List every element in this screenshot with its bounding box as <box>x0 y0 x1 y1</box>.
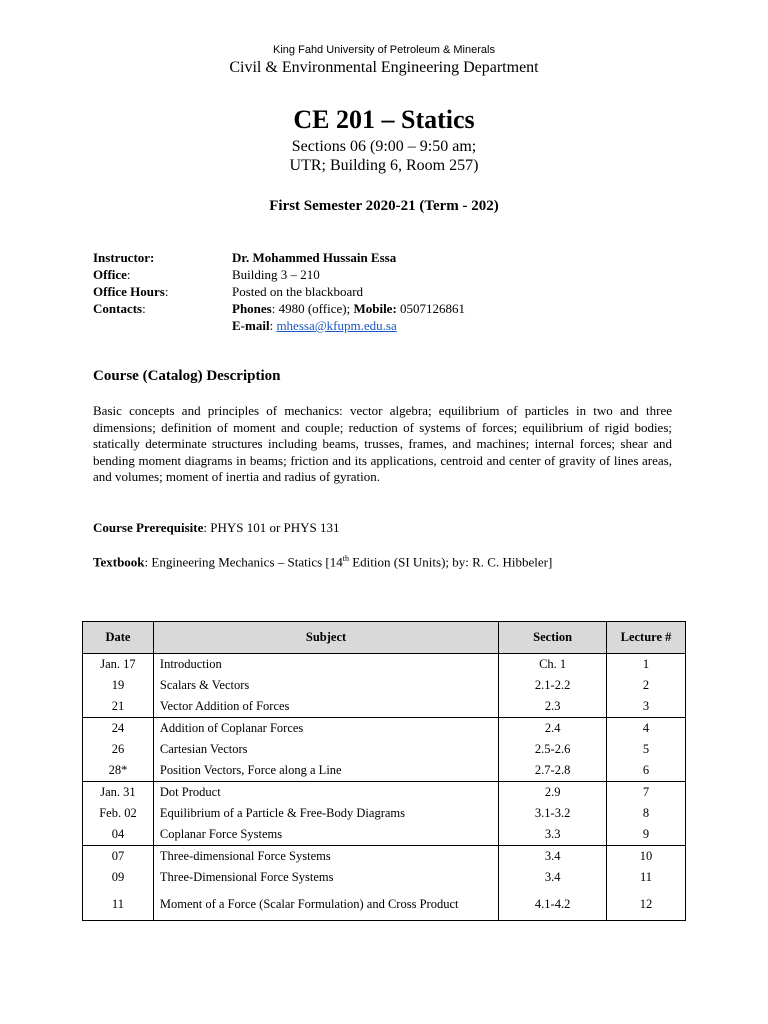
row-date: 19 <box>83 675 154 696</box>
row-section: 3.1-3.2 <box>499 803 607 824</box>
office-hours-value: Posted on the blackboard <box>232 284 364 299</box>
row-subject: Vector Addition of Forces <box>153 696 498 718</box>
mobile-label: Mobile: <box>353 301 397 316</box>
row-date: 24 <box>83 718 154 740</box>
table-row <box>83 739 686 760</box>
row-date: 09 <box>83 867 154 888</box>
row-section: 2.4 <box>499 718 607 740</box>
row-lecture: 2 <box>607 675 686 696</box>
contacts-label: Contacts <box>93 301 143 316</box>
row-subject: Moment of a Force (Scalar Formulation) and Cross Product <box>153 888 498 921</box>
course-description-text: Basic concepts and principles of mechanics: vector algebra; equilibrium of particles in two and three dimensions; definition of moment and couple; reduction of systems of forces; equilibrium of rigid bodies; statically determinate structures including beams, trusses, frames, and machines; internal forces; shear and bending moment diagrams in beams; friction and its applications, centroid and center of gravity of lines areas, and volumes; moment of inertia and radius of gyration. <box>93 403 672 484</box>
row-lecture: 8 <box>607 803 686 824</box>
row-subject: Scalars & Vectors <box>153 675 498 696</box>
course-title: CE 201 – Statics <box>293 105 475 134</box>
table-row <box>83 654 686 676</box>
textbook-label: Textbook <box>93 554 145 570</box>
course-description-heading: Course (Catalog) Description <box>93 368 281 384</box>
row-date: Jan. 31 <box>83 782 154 804</box>
phones-line <box>232 300 465 317</box>
row-lecture: 1 <box>607 654 686 676</box>
phones-label: Phones <box>232 301 272 316</box>
table-row <box>83 888 686 921</box>
row-subject: Equilibrium of a Particle & Free-Body Diagrams <box>153 803 498 824</box>
table-row <box>83 803 686 824</box>
department-name: Civil & Environmental Engineering Department <box>229 59 539 76</box>
contacts-label-wrap: Contacts: <box>93 301 146 316</box>
row-lecture: 6 <box>607 760 686 782</box>
row-lecture: 12 <box>607 888 686 921</box>
row-date: 21 <box>83 696 154 718</box>
table-row <box>83 675 686 696</box>
header-subject: Subject <box>153 622 498 654</box>
header-date: Date <box>83 622 154 654</box>
textbook-line <box>93 554 552 570</box>
row-section: 3.4 <box>499 867 607 888</box>
table-row <box>83 718 686 740</box>
table-row <box>83 867 686 888</box>
email-link[interactable]: mhessa@kfupm.edu.sa <box>276 318 397 333</box>
schedule-header-row <box>83 622 686 654</box>
prerequisite-value: : PHYS 101 or PHYS 131 <box>203 520 340 535</box>
row-lecture: 5 <box>607 739 686 760</box>
row-date: 07 <box>83 846 154 868</box>
row-date: 11 <box>83 888 154 921</box>
prerequisite-label: Course Prerequisite <box>93 520 204 535</box>
prerequisite-line <box>93 520 340 536</box>
schedule-header <box>83 622 686 654</box>
instructor-label: Instructor: <box>93 250 155 265</box>
row-date: Jan. 17 <box>83 654 154 676</box>
phones-value: : 4980 (office); <box>271 301 354 316</box>
instructor-value: Dr. Mohammed Hussain Essa <box>232 250 397 265</box>
table-row <box>83 696 686 718</box>
row-section: 4.1-4.2 <box>499 888 607 921</box>
schedule-table <box>82 621 686 921</box>
row-section: 2.5-2.6 <box>499 739 607 760</box>
row-section: 2.1-2.2 <box>499 675 607 696</box>
row-lecture: 11 <box>607 867 686 888</box>
row-section: 2.9 <box>499 782 607 804</box>
row-lecture: 10 <box>607 846 686 868</box>
office-hours-label-wrap: Office Hours: <box>93 284 169 299</box>
table-row <box>83 824 686 846</box>
university-name: King Fahd University of Petroleum & Minerals <box>273 44 495 56</box>
table-row <box>83 760 686 782</box>
row-date: Feb. 02 <box>83 803 154 824</box>
row-section: 2.7-2.8 <box>499 760 607 782</box>
office-label-wrap: Office: <box>93 267 131 282</box>
row-section: 3.3 <box>499 824 607 846</box>
row-lecture: 9 <box>607 824 686 846</box>
row-subject: Dot Product <box>153 782 498 804</box>
row-section: 3.4 <box>499 846 607 868</box>
header-section: Section <box>499 622 607 654</box>
row-subject: Three-Dimensional Force Systems <box>153 867 498 888</box>
row-date: 04 <box>83 824 154 846</box>
row-date: 26 <box>83 739 154 760</box>
textbook-edition-superscript: th <box>342 554 349 563</box>
row-lecture: 7 <box>607 782 686 804</box>
header-lecture: Lecture # <box>607 622 686 654</box>
row-subject: Cartesian Vectors <box>153 739 498 760</box>
sections-line-2: UTR; Building 6, Room 257) <box>289 157 479 174</box>
schedule-body <box>83 654 686 921</box>
office-value: Building 3 – 210 <box>232 267 320 282</box>
row-section: 2.3 <box>499 696 607 718</box>
table-row <box>83 782 686 804</box>
email-label: E-mail <box>232 318 270 333</box>
row-subject: Position Vectors, Force along a Line <box>153 760 498 782</box>
table-row <box>83 846 686 868</box>
sections-line-1: Sections 06 (9:00 – 9:50 am; <box>291 138 477 155</box>
row-subject: Three-dimensional Force Systems <box>153 846 498 868</box>
textbook-value-a: : Engineering Mechanics – Statics [14 <box>144 554 343 570</box>
row-lecture: 3 <box>607 696 686 718</box>
row-subject: Introduction <box>153 654 498 676</box>
email-line: E-mail: mhessa@kfupm.edu.sa <box>232 318 397 333</box>
textbook-value-b: Edition (SI Units); by: R. C. Hibbeler] <box>348 554 553 570</box>
row-subject: Addition of Coplanar Forces <box>153 718 498 740</box>
row-lecture: 4 <box>607 718 686 740</box>
row-date: 28* <box>83 760 154 782</box>
semester-title: First Semester 2020-21 (Term - 202) <box>269 198 499 214</box>
row-subject: Coplanar Force Systems <box>153 824 498 846</box>
row-section: Ch. 1 <box>499 654 607 676</box>
office-hours-label: Office Hours <box>93 284 165 299</box>
mobile-value: 0507126861 <box>396 301 466 316</box>
office-label: Office <box>93 267 127 282</box>
